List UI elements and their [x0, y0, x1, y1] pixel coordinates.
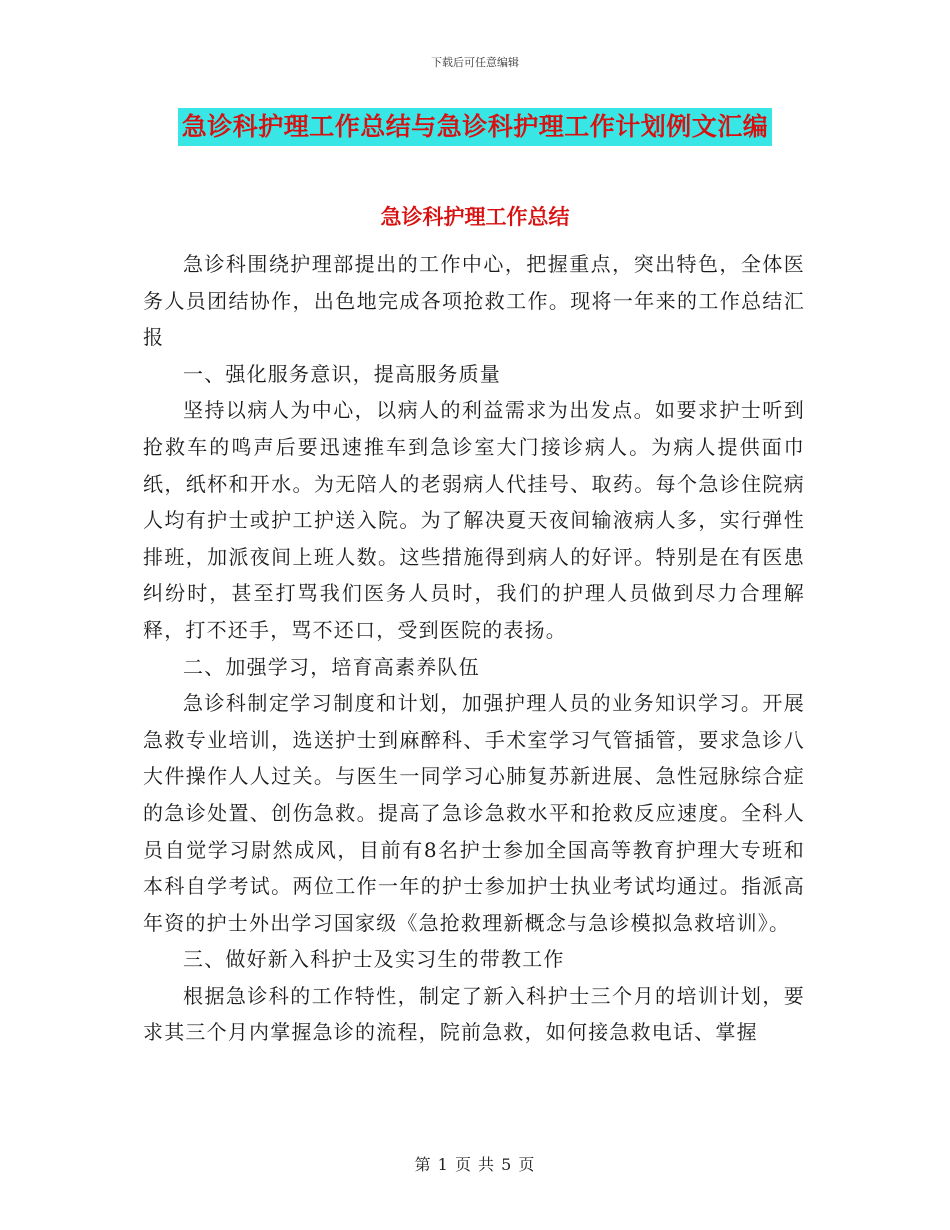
page-header-note: 下载后可任意编辑 — [431, 56, 519, 69]
paragraph-training: 根据急诊科的工作特性，制定了新入科护士三个月的培训计划，要求其三个月内掌握急诊的流程，院前急救，如何接急救电话、掌握 — [143, 983, 805, 1045]
document-title: 急诊科护理工作总结与急诊科护理工作计划例文汇编 — [178, 108, 773, 146]
paragraph-learning: 急诊科制定学习制度和计划，加强护理人员的业务知识学习。开展急救专业培训，选送护士到麻醉科、手术室学习气管插管，要求急诊八大件操作人人过关。与医生一同学习心肺复苏新进展、急性冠脉综合症的急诊处置、创伤急救。提高了急诊急救水平和抢救反应速度。全科人员自觉学习尉然成风，目前有8名护士参加全国高等教育护理大专班和本科自学考试。两位工作一年的护士参加护士执业考试均通过。指派高年资的护士外出学习国家级《急抢救理新概念与急诊模拟急救培训》。 — [143, 691, 805, 935]
paragraph-service-quality: 坚持以病人为中心，以病人的利益需求为出发点。如要求护士听到抢救车的鸣声后要迅速推车到急诊室大门接诊病人。为病人提供面巾纸，纸杯和开水。为无陪人的老弱病人代挂号、取药。每个急诊住院病人均有护士或护工护送入院。为了解决夏天夜间输液病人多，实行弹性排班，加派夜间上班人数。这些措施得到病人的好评。特别是在有医患纠纷时，甚至打骂我们医务人员时，我们的护理人员做到尽力合理解释，打不还手，骂不还口，受到医院的表扬。 — [143, 398, 805, 642]
heading-learning: 二、加强学习，培育高素养队伍 — [183, 654, 480, 679]
heading-service-quality: 一、强化服务意识，提高服务质量 — [183, 361, 501, 386]
paragraph-intro: 急诊科围绕护理部提出的工作中心，把握重点，突出特色，全体医务人员团结协作，出色地完成各项抢救工作。现将一年来的工作总结汇报 — [143, 252, 805, 350]
page-footer: 第 1 页 共 5 页 — [414, 1155, 536, 1174]
document-title-container — [0, 108, 950, 146]
section-title: 急诊科护理工作总结 — [380, 205, 570, 229]
document-body — [143, 246, 805, 1051]
heading-training: 三、做好新入科护士及实习生的带教工作 — [183, 947, 565, 972]
